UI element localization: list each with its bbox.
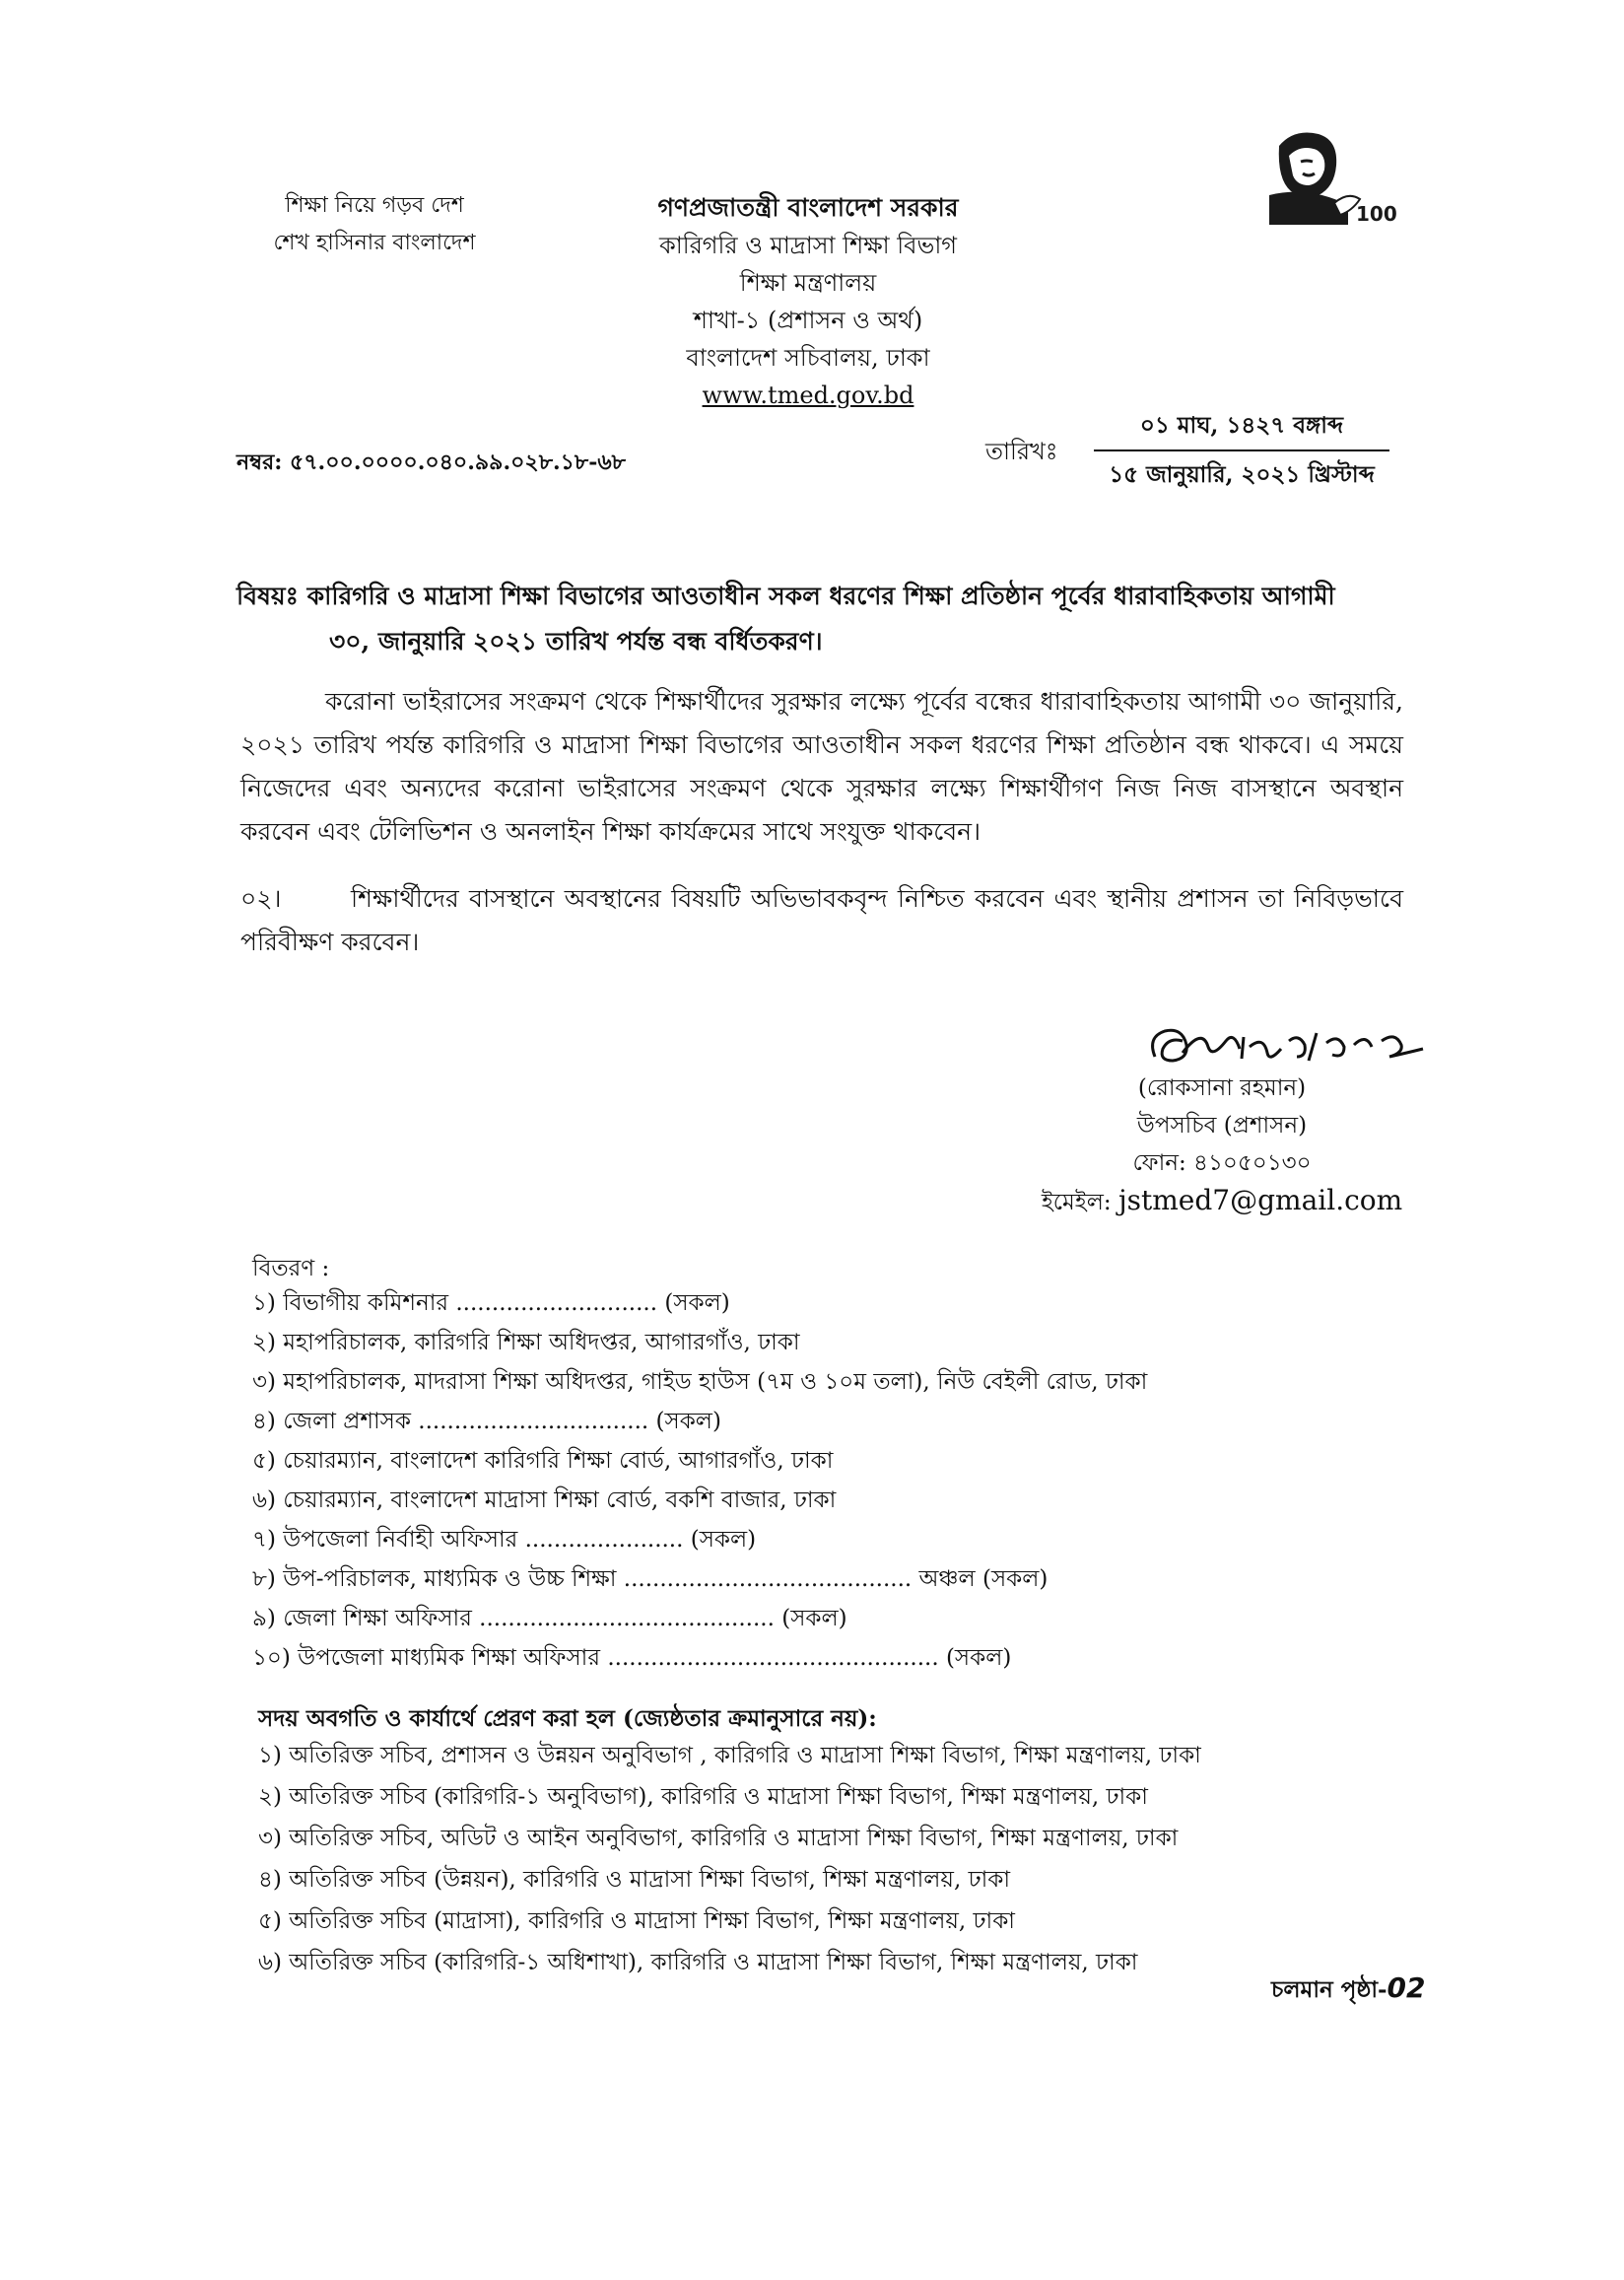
list-item: ৬) অতিরিক্ত সচিব (কারিগরি-১ অধিশাখা), কারিগরি ও মাদ্রাসা শিক্ষা বিভাগ, শিক্ষা মন্ত্রণালয়, ঢাকা xyxy=(258,1950,1138,1975)
continued-page-note xyxy=(1271,1971,1426,2010)
paragraph-2-text: শিক্ষার্থীদের বাসস্থানে অবস্থানের বিষয়টি অভিভাবকবৃন্দ নিশ্চিত করবেন এবং স্থানীয় প্রশাসন তা নিবিড়ভাবে পরিবীক্ষণ করবেন। xyxy=(240,884,1403,956)
subject-line-2: ৩০, জানুয়ারি ২০২১ তারিখ পর্যন্ত বন্ধ বর্ধিতকরণ। xyxy=(329,627,823,656)
reference-number: নম্বর: ৫৭.০০.০০০০.০৪০.৯৯.০২৮.১৮-৬৮ xyxy=(237,449,626,475)
copy-recipients-list xyxy=(258,1735,1201,1983)
list-item: ৩) অতিরিক্ত সচিব, অডিট ও আইন অনুবিভাগ, কারিগরি ও মাদ্রাসা শিক্ষা বিভাগ, শিক্ষা মন্ত্রণালয়, ঢাকা xyxy=(258,1826,1179,1851)
date-bangla: ০১ মাঘ, ১৪২৭ বঙ্গাব্দ xyxy=(1094,406,1389,451)
division-name: কারিগরি ও মাদ্রাসা শিক্ষা বিভাগ xyxy=(658,232,958,259)
svg-text:100: 100 xyxy=(1356,202,1397,226)
list-item: ৫) চেয়ারম্যান, বাংলাদেশ কারিগরি শিক্ষা বোর্ড, আগারগাঁও, ঢাকা xyxy=(252,1448,834,1474)
subject-line-1: বিষয়ঃ কারিগরি ও মাদ্রাসা শিক্ষা বিভাগের আওতাধীন সকল ধরণের শিক্ষা প্রতিষ্ঠান পূর্বের ধারাবাহিকতায় আগামী xyxy=(237,582,1335,610)
list-item: ১) অতিরিক্ত সচিব, প্রশাসন ও উন্নয়ন অনুবিভাগ , কারিগরি ও মাদ্রাসা শিক্ষা বিভাগ, শিক্ষা মন্ত্রণালয়, ঢাকা xyxy=(258,1743,1201,1768)
distribution-title: বিতরণ : xyxy=(252,1256,330,1281)
website-link[interactable]: www.tmed.gov.bd xyxy=(702,381,914,409)
distribution-list xyxy=(252,1283,1147,1678)
list-item: ২) মহাপরিচালক, কারিগরি শিক্ষা অধিদপ্তর, আগারগাঁও, ঢাকা xyxy=(252,1330,800,1355)
list-item: ৬) চেয়ারম্যান, বাংলাদেশ মাদ্রাসা শিক্ষা বোর্ড, বকশি বাজার, ঢাকা xyxy=(252,1487,837,1513)
signer-name: (রোকসানা রহমান) xyxy=(1137,1075,1307,1101)
list-item: ১০) উপজেলা মাধ্যমিক শিক্ষা অফিসার .............................................. (সকল) xyxy=(252,1645,1012,1671)
list-item: ৯) জেলা শিক্ষা অফিসার ......................................... (সকল) xyxy=(252,1606,847,1631)
list-item: ১) বিভাগীয় কমিশনার ............................ (সকল) xyxy=(252,1290,730,1316)
mujib-100-logo xyxy=(1250,126,1407,235)
email-label: ইমেইল: xyxy=(1041,1190,1112,1215)
copy-recipients-title: সদয় অবগতি ও কার্যার্থে প্রেরণ করা হল (জ্যেষ্ঠতার ক্রমানুসারে নয়): xyxy=(258,1705,877,1732)
list-item: ৪) অতিরিক্ত সচিব (উন্নয়ন), কারিগরি ও মাদ্রাসা শিক্ষা বিভাগ, শিক্ষা মন্ত্রণালয়, ঢাকা xyxy=(258,1867,1011,1893)
date-label: তারিখঃ xyxy=(985,438,1058,465)
motto-line-2: শেখ হাসিনার বাংলাদেশ xyxy=(273,231,476,255)
date-english: ১৫ জানুয়ারি, ২০২১ খ্রিস্টাব্দ xyxy=(1109,461,1375,488)
motto xyxy=(246,187,503,262)
motto-line-1: শিক্ষা নিয়ে গড়ব দেশ xyxy=(285,193,464,218)
list-item: ৪) জেলা প্রশাসক ................................ (সকল) xyxy=(252,1409,721,1434)
signer-designation: উপসচিব (প্রশাসন) xyxy=(1136,1113,1308,1139)
list-item: ৫) অতিরিক্ত সচিব (মাদ্রাসা), কারিগরি ও মাদ্রাসা শিক্ষা বিভাগ, শিক্ষা মন্ত্রণালয়, ঢাকা xyxy=(258,1908,1015,1934)
continued-label: চলমান পৃষ্ঠা- xyxy=(1271,1976,1387,2003)
list-item: ৮) উপ-পরিচালক, মাধ্যমিক ও উচ্চ শিক্ষা ........................................ অঞ্চল (সকল) xyxy=(252,1566,1049,1592)
date-block xyxy=(1094,406,1389,495)
body-paragraph-1: করোনা ভাইরাসের সংক্রমণ থেকে শিক্ষার্থীদের সুরক্ষার লক্ষ্যে পূর্বের বন্ধের ধারাবাহিকতায় আগামী ৩০ জানুয়ারি, ২০২১ তারিখ পর্যন্ত কারিগরি ও মাদ্রাসা শিক্ষা বিভাগের আওতাধীন সকল ধরণের শিক্ষা প্রতিষ্ঠান বন্ধ থাকবে। এ সময়ে নিজেদের এবং অন্যদের করোনা ভাইরাসের সংক্রমণ থেকে সুরক্ষার লক্ষ্যে শিক্ষার্থীগণ নিজ নিজ বাসস্থানে অবস্থান করবেন এবং টেলিভিশন ও অনলাইন শিক্ষা কার্যক্রমের সাথে সংযুক্ত থাকবেন। xyxy=(240,687,1403,846)
office-location: বাংলাদেশ সচিবালয়, ঢাকা xyxy=(686,344,930,372)
list-item: ২) অতিরিক্ত সচিব (কারিগরি-১ অনুবিভাগ), কারিগরি ও মাদ্রাসা শিক্ষা বিভাগ, শিক্ষা মন্ত্রণালয়, ঢাকা xyxy=(258,1784,1148,1810)
signer-email-row xyxy=(1025,1182,1419,1221)
government-name: গণপ্রজাতন্ত্রী বাংলাদেশ সরকার xyxy=(657,193,959,222)
branch-name: শাখা-১ (প্রশাসন ও অর্থ) xyxy=(693,307,923,334)
body-paragraph-2 xyxy=(240,877,1403,964)
signer-email[interactable]: jstmed7@gmail.com xyxy=(1117,1184,1403,1216)
paragraph-number: ০২। xyxy=(240,884,282,913)
ministry-name: শিক্ষা মন্ত্রণালয় xyxy=(739,269,877,297)
subject xyxy=(237,574,1419,664)
continued-page-number: 02 xyxy=(1387,1971,1426,2004)
signer-phone: ফোন: ৪১০৫০১৩০ xyxy=(1132,1150,1312,1176)
letterhead xyxy=(591,189,1025,414)
list-item: ৭) উপজেলা নির্বাহী অফিসার ...................... (সকল) xyxy=(252,1527,757,1553)
list-item: ৩) মহাপরিচালক, মাদরাসা শিক্ষা অধিদপ্তর, গাইড হাউস (৭ম ও ১০ম তলা), নিউ বেইলী রোড, ঢাকা xyxy=(252,1369,1148,1395)
signatory-block xyxy=(1025,1070,1419,1221)
